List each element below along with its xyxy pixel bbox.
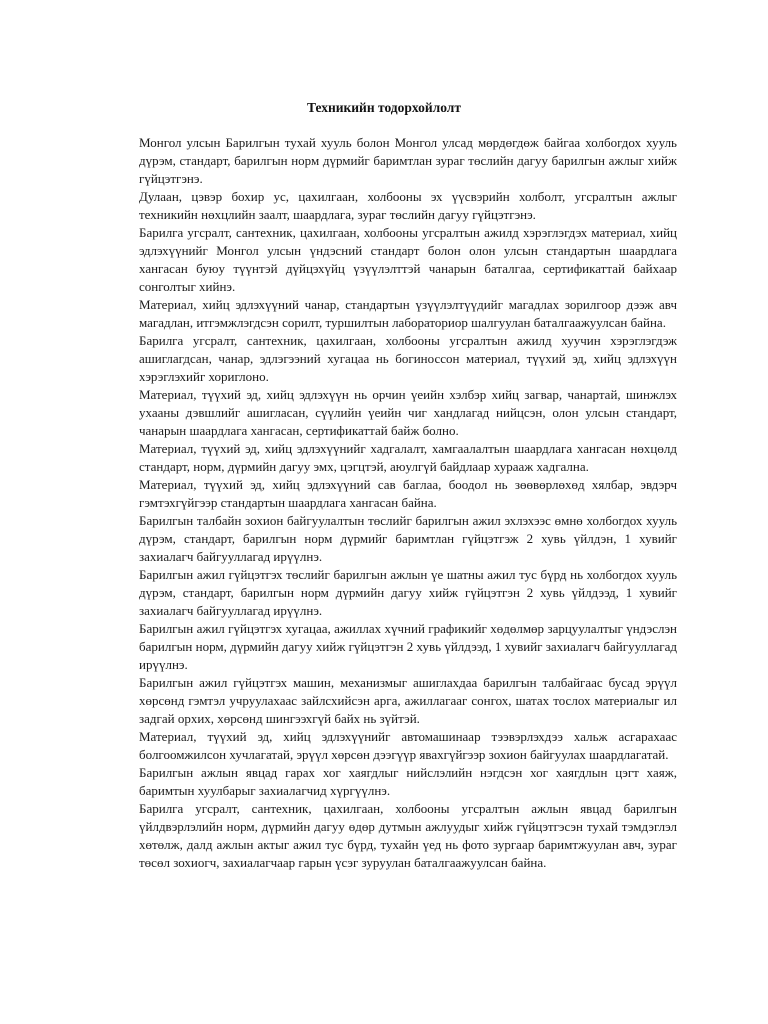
- paragraph: Материал, түүхий эд, хийц эдлэхүүн нь орчин үеийн хэлбэр хийц загвар, чанартай, шинжлэх ухааны дэвшлийг ашигласан, сүүлийн үеийн чиг хандлагад нийцсэн, олон улсын стандарт, чанарын шаардлага хангасан, сертификаттай байж болно.: [139, 387, 677, 438]
- paragraph: Материал, түүхий эд, хийц эдлэхүүнийг автомашинаар тээвэрлэхдээ хальж асгарахаас болгоомжилсон хучлагатай, эрүүл хөрсөн дээгүүр явахгүйгээр зохион байгуулах шаардлагатай.: [139, 729, 677, 762]
- paragraph: Монгол улсын Барилгын тухай хууль болон Монгол улсад мөрдөгдөж байгаа холбогдох хууль дүрэм, стандарт, барилгын норм дүрмийг баримтлан зураг төслийн дагуу барилгын ажлыг хийж гүйцэтгэнэ.: [139, 135, 677, 186]
- paragraph: Барилгын ажлын явцад гарах хог хаягдлыг нийслэлийн нэгдсэн хог хаягдлын цэгт хаяж, баримтын хуулбарыг захиалагчид хүргүүлнэ.: [139, 765, 677, 798]
- paragraph: Барилгын ажил гүйцэтгэх машин, механизмыг ашиглахдаа барилгын талбайгаас бусад эрүүл хөрсөнд гэмтэл учруулахаас зайлсхийсэн арга, ажиллагааг сонгох, шатах тослох материалыг ил задгай орхих, хөрсөнд шингээхгүй байх нь зүйтэй.: [139, 675, 677, 726]
- paragraph: Барилгын ажил гүйцэтгэх хугацаа, ажиллах хүчний графикийг хөдөлмөр зарцуулалтыг үндэслэн барилгын норм, дүрмийн дагуу хийж гүйцэтгэн 2 хувь үйлдээд, 1 хувийг захиалагч байгууллагад ирүүлнэ.: [139, 621, 677, 672]
- document-title: Техникийн тодорхойлолт: [306, 100, 462, 115]
- paragraph: Барилгын ажил гүйцэтгэх төслийг барилгын ажлын үе шатны ажил тус бүрд нь холбогдох хууль дүрэм, стандарт, барилгын норм дүрмийн дагуу хийж гүйцэтгэн 2 хувь үйлдээд, 1 хувийг захиалагч байгууллагад ирүүлнэ.: [139, 567, 677, 618]
- document-body: [139, 134, 677, 872]
- paragraph: Материал, түүхий эд, хийц эдлэхүүний сав баглаа, боодол нь зөөвөрлөхөд хялбар, эвдэрч гэмтэхгүйгээр стандартын шаардлага хангасан байна.: [139, 477, 677, 510]
- paragraph: Барилга угсралт, сантехник, цахилгаан, холбооны угсралтын ажлын явцад барилгын үйлдвэрлэлийн норм, дүрмийн дагуу өдөр дутмын ажлуудыг хийж гүйцэтгэсэн тухай тэмдэглэл хөтөлж, далд ажлын актыг ажил тус бүрд, тухайн үед нь фото зургаар баримтжуулан авч, зураг төсөл зохиогч, захиалагчаар гарын үсэг зуруулан баталгаажуулсан байна.: [139, 801, 677, 870]
- paragraph: Дулаан, цэвэр бохир ус, цахилгаан, холбооны эх үүсвэрийн холболт, угсралтын ажлыг техникийн нөхцлийн заалт, шаардлага, зураг төслийн дагуу гүйцэтгэнэ.: [139, 189, 677, 222]
- paragraph: Материал, түүхий эд, хийц эдлэхүүнийг хадгалалт, хамгаалалтын шаардлага хангасан нөхцөлд стандарт, норм, дүрмийн дагуу эмх, цэгцтэй, аюулгүй байдлаар хурааж хадгална.: [139, 441, 677, 474]
- paragraph: Барилга угсралт, сантехник, цахилгаан, холбооны угсралтын ажилд хэрэглэгдэх материал, хийц эдлэхүүнийг Монгол улсын үндэсний стандарт болон олон улсын стандартын шаардлага хангасан буюу түүнтэй дүйцэхүйц үзүүлэлттэй чанарын баталгаа, сертификаттай байхаар сонголтыг хийнэ.: [139, 225, 677, 294]
- paragraph: Материал, хийц эдлэхүүний чанар, стандартын үзүүлэлтүүдийг магадлах зорилгоор дээж авч магадлан, итгэмжлэгдсэн сорилт, туршилтын лабораториор шалгуулан баталгаажуулсан байна.: [139, 297, 677, 330]
- paragraph: Барилга угсралт, сантехник, цахилгаан, холбооны угсралтын ажилд хуучин хэрэглэгдэж ашиглагдсан, чанар, эдлэгээний хугацаа нь богиноссон материал, түүхий эд, хийц эдлэхүүн хэрэглэхийг хориглоно.: [139, 333, 677, 384]
- paragraph: Барилгын талбайн зохион байгуулалтын төслийг барилгын ажил эхлэхээс өмнө холбогдох хууль дүрэм, стандарт, барилгын норм дүрмийг баримтлан гүйцэтгэж 2 хувь үйлдэн, 1 хувийг захиалагч байгууллагад ирүүлнэ.: [139, 513, 677, 564]
